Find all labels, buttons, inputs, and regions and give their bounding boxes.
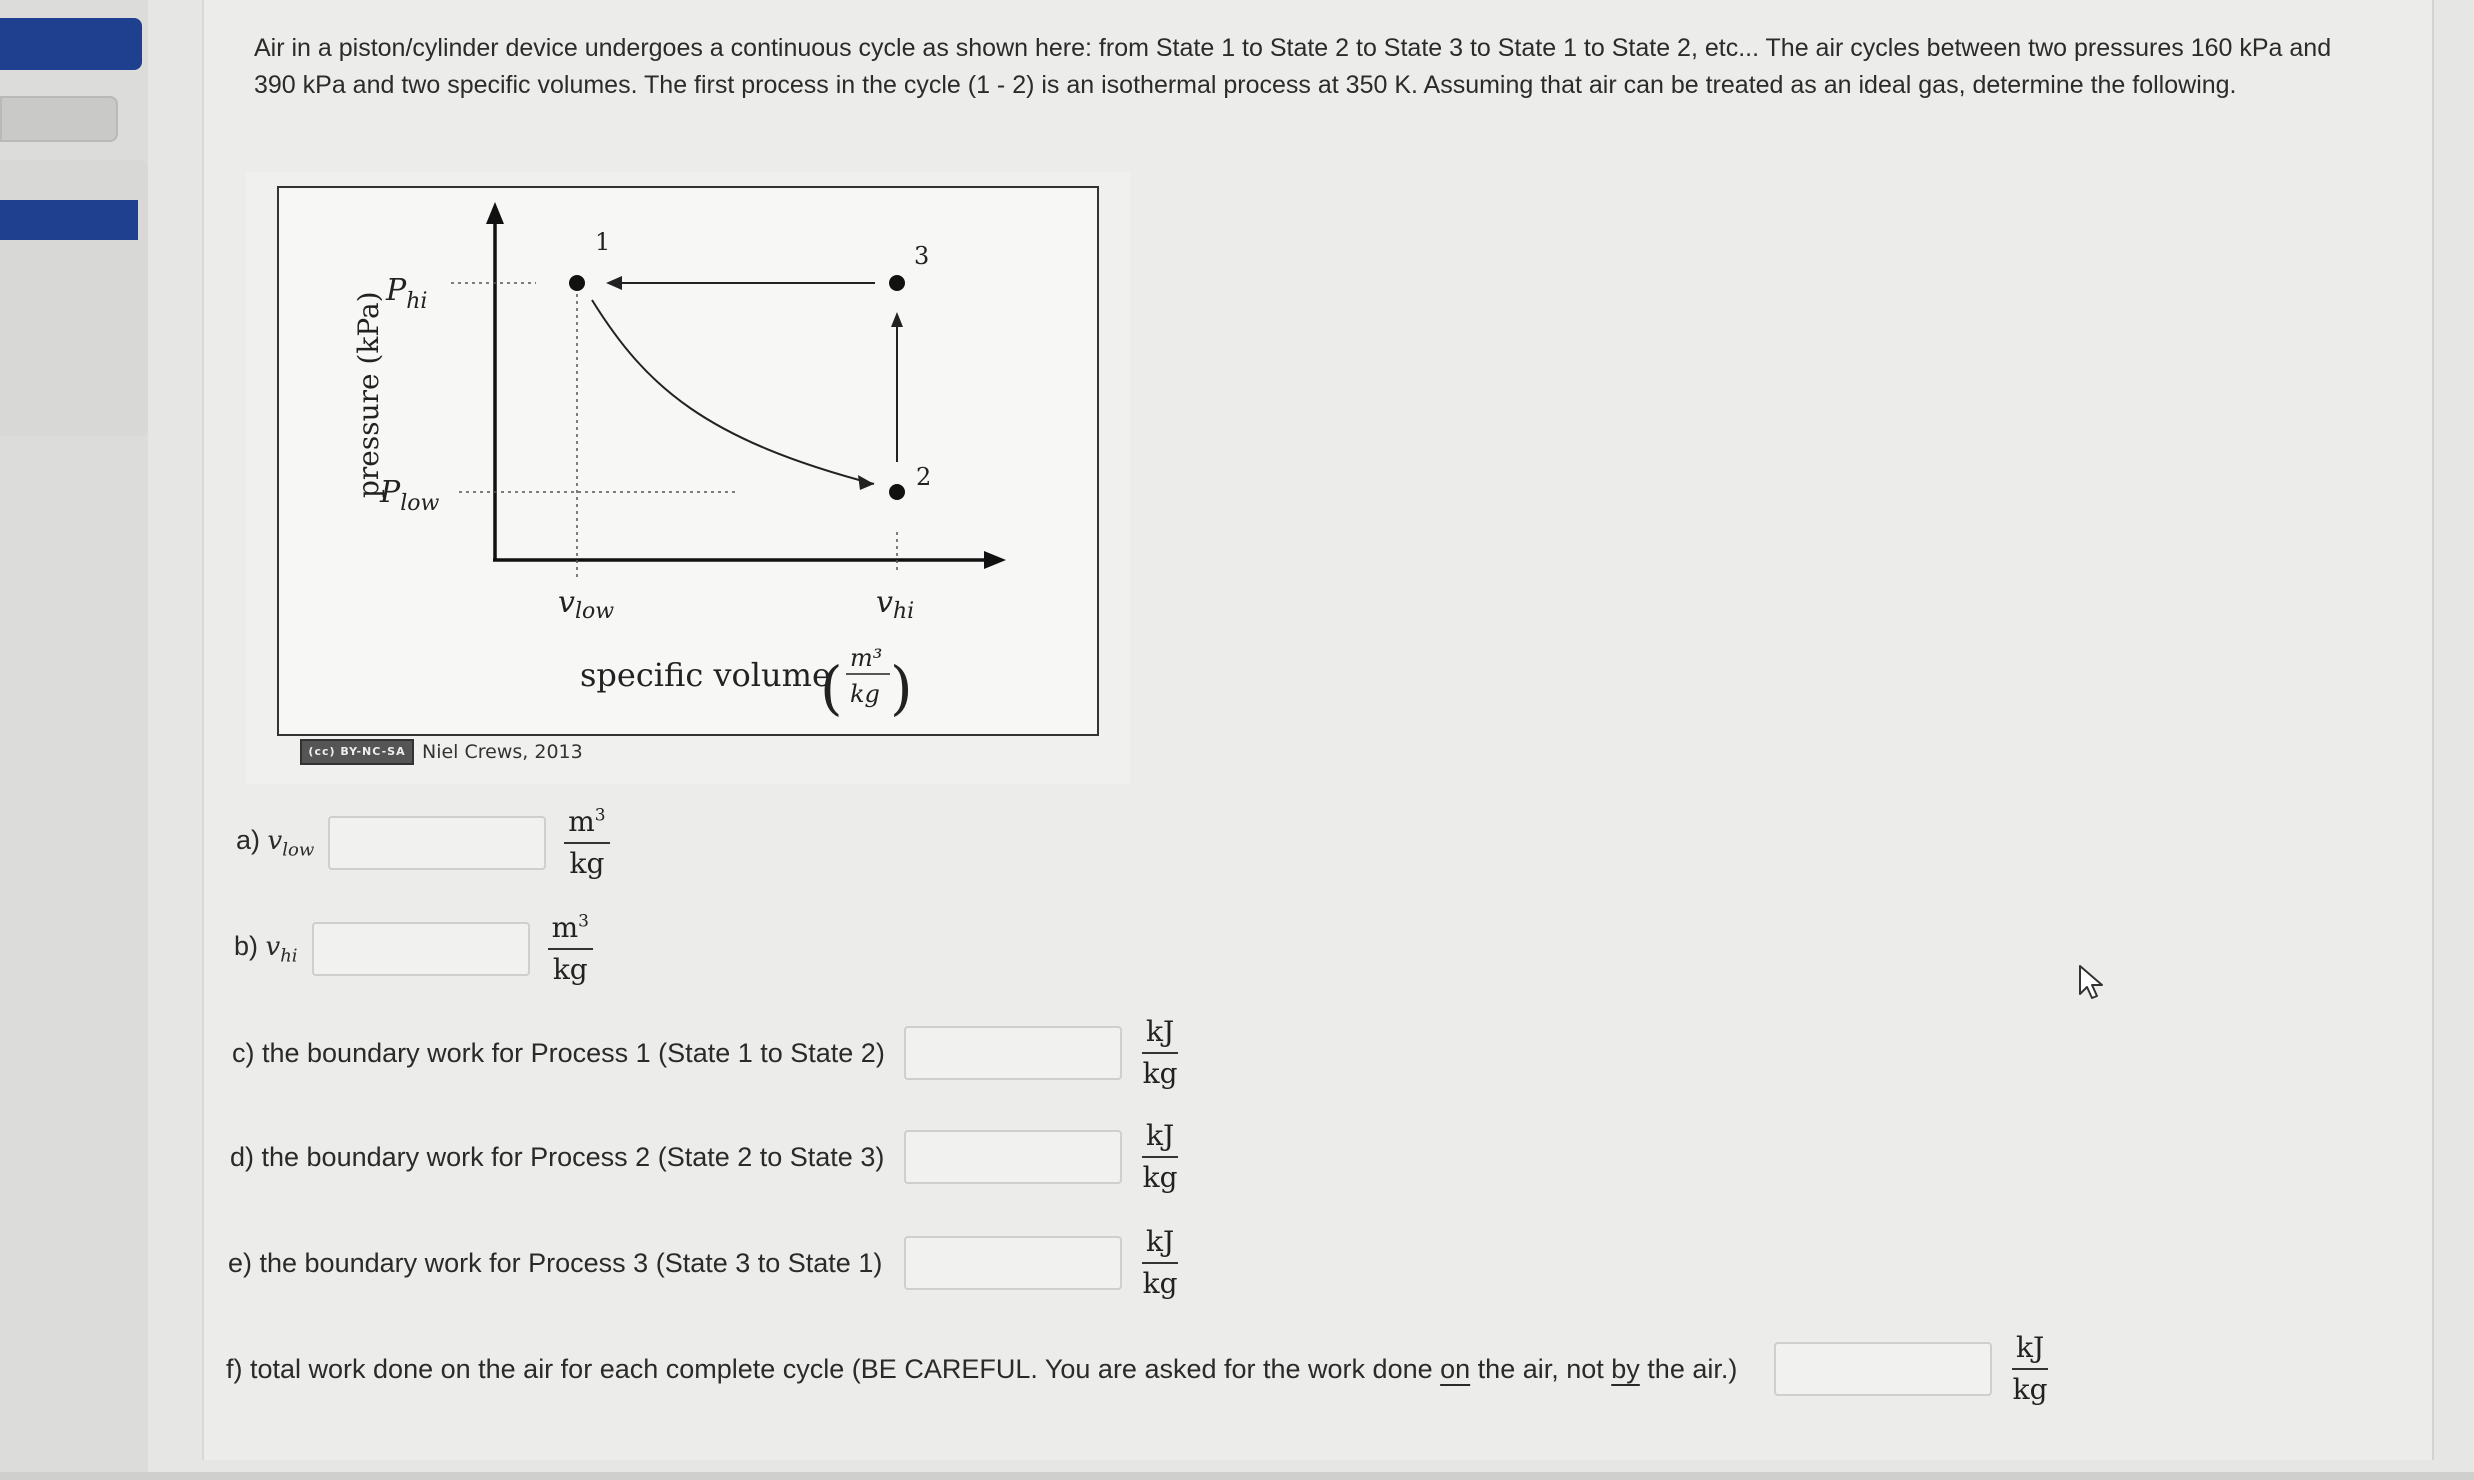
part-f-input[interactable] <box>1774 1342 1992 1396</box>
part-a-input[interactable] <box>328 816 546 870</box>
part-b-unit: $m^3$ kg <box>548 910 593 988</box>
v-low-label: $v_{low}$ <box>558 585 615 624</box>
part-a-label: a) $v_{low}$ <box>236 825 315 861</box>
part-d-unit: kJ kg <box>1142 1119 1178 1194</box>
part-c-input[interactable] <box>904 1026 1122 1080</box>
part-b-input[interactable] <box>312 922 530 976</box>
p-low-label: $P_{low}$ <box>380 475 440 516</box>
part-a-row <box>236 804 610 882</box>
mouse-cursor-icon <box>2078 964 2106 1004</box>
part-e-unit: kJ kg <box>1142 1225 1178 1300</box>
state-1-point <box>569 275 585 291</box>
part-e-row <box>228 1224 1178 1302</box>
pv-diagram-svg <box>246 172 1130 784</box>
sidebar-active-item[interactable] <box>0 200 138 240</box>
part-c-row <box>232 1014 1178 1092</box>
question-prompt: Air in a piston/cylinder device undergoes a continuous cycle as shown here: from State 1 to State 2 to State 3 to State 1 to State 2, etc... The air cycles between two pressures 160 kPa and 390 kPa and two specific volumes. The first process in the cycle (1 - 2) is an isothermal process at 350 K. Assuming that air can be treated as an ideal gas, determine the following. <box>254 34 2332 99</box>
x-unit-right-paren: ) <box>890 654 913 722</box>
x-unit-numerator: m³ <box>850 644 883 672</box>
part-a-unit: $m^3$ kg <box>564 804 609 882</box>
part-b-row <box>234 910 593 988</box>
part-c-unit: kJ kg <box>1142 1015 1178 1090</box>
sidebar-nav-button[interactable] <box>0 18 142 70</box>
pv-diagram <box>246 172 1130 784</box>
license-badge[interactable]: (cc) BY-NC-SA <box>300 739 414 765</box>
state-3-point <box>889 275 905 291</box>
part-d-label: d) the boundary work for Process 2 (State 2 to State 3) <box>230 1141 885 1172</box>
x-unit-left-paren: ( <box>820 654 843 722</box>
part-e-input[interactable] <box>904 1236 1122 1290</box>
part-f-row <box>226 1330 2048 1408</box>
left-sidebar <box>0 0 148 1480</box>
state-2-point <box>889 484 905 500</box>
credit-text: Niel Crews, 2013 <box>422 741 583 763</box>
state-1-label: 1 <box>595 228 611 256</box>
y-axis-title: pressure (kPa) <box>352 291 385 498</box>
state-2-label: 2 <box>916 463 932 491</box>
figure-frame <box>278 187 1098 735</box>
part-f-unit: kJ kg <box>2012 1331 2048 1406</box>
p-hi-label: $P_{hi}$ <box>386 273 428 314</box>
state-3-label: 3 <box>914 242 930 270</box>
part-b-label: b) $v_{hi}$ <box>234 931 298 967</box>
figure-credit <box>300 738 583 766</box>
part-d-row <box>230 1118 1178 1196</box>
v-hi-label: $v_{hi}$ <box>876 585 915 624</box>
bottom-border <box>0 1472 2474 1480</box>
x-axis-title: specific volume <box>580 656 831 694</box>
part-f-label: f) total work done on the air for each complete cycle (BE CAREFUL. You are asked for the work done on the air, not by the air.) <box>226 1353 1738 1384</box>
part-e-label: e) the boundary work for Process 3 (State 3 to State 1) <box>228 1247 883 1278</box>
sidebar-secondary-button[interactable] <box>0 96 118 142</box>
part-d-input[interactable] <box>904 1130 1122 1184</box>
part-c-label: c) the boundary work for Process 1 (State 1 to State 2) <box>232 1037 885 1068</box>
x-unit-denominator: kg <box>850 680 880 708</box>
